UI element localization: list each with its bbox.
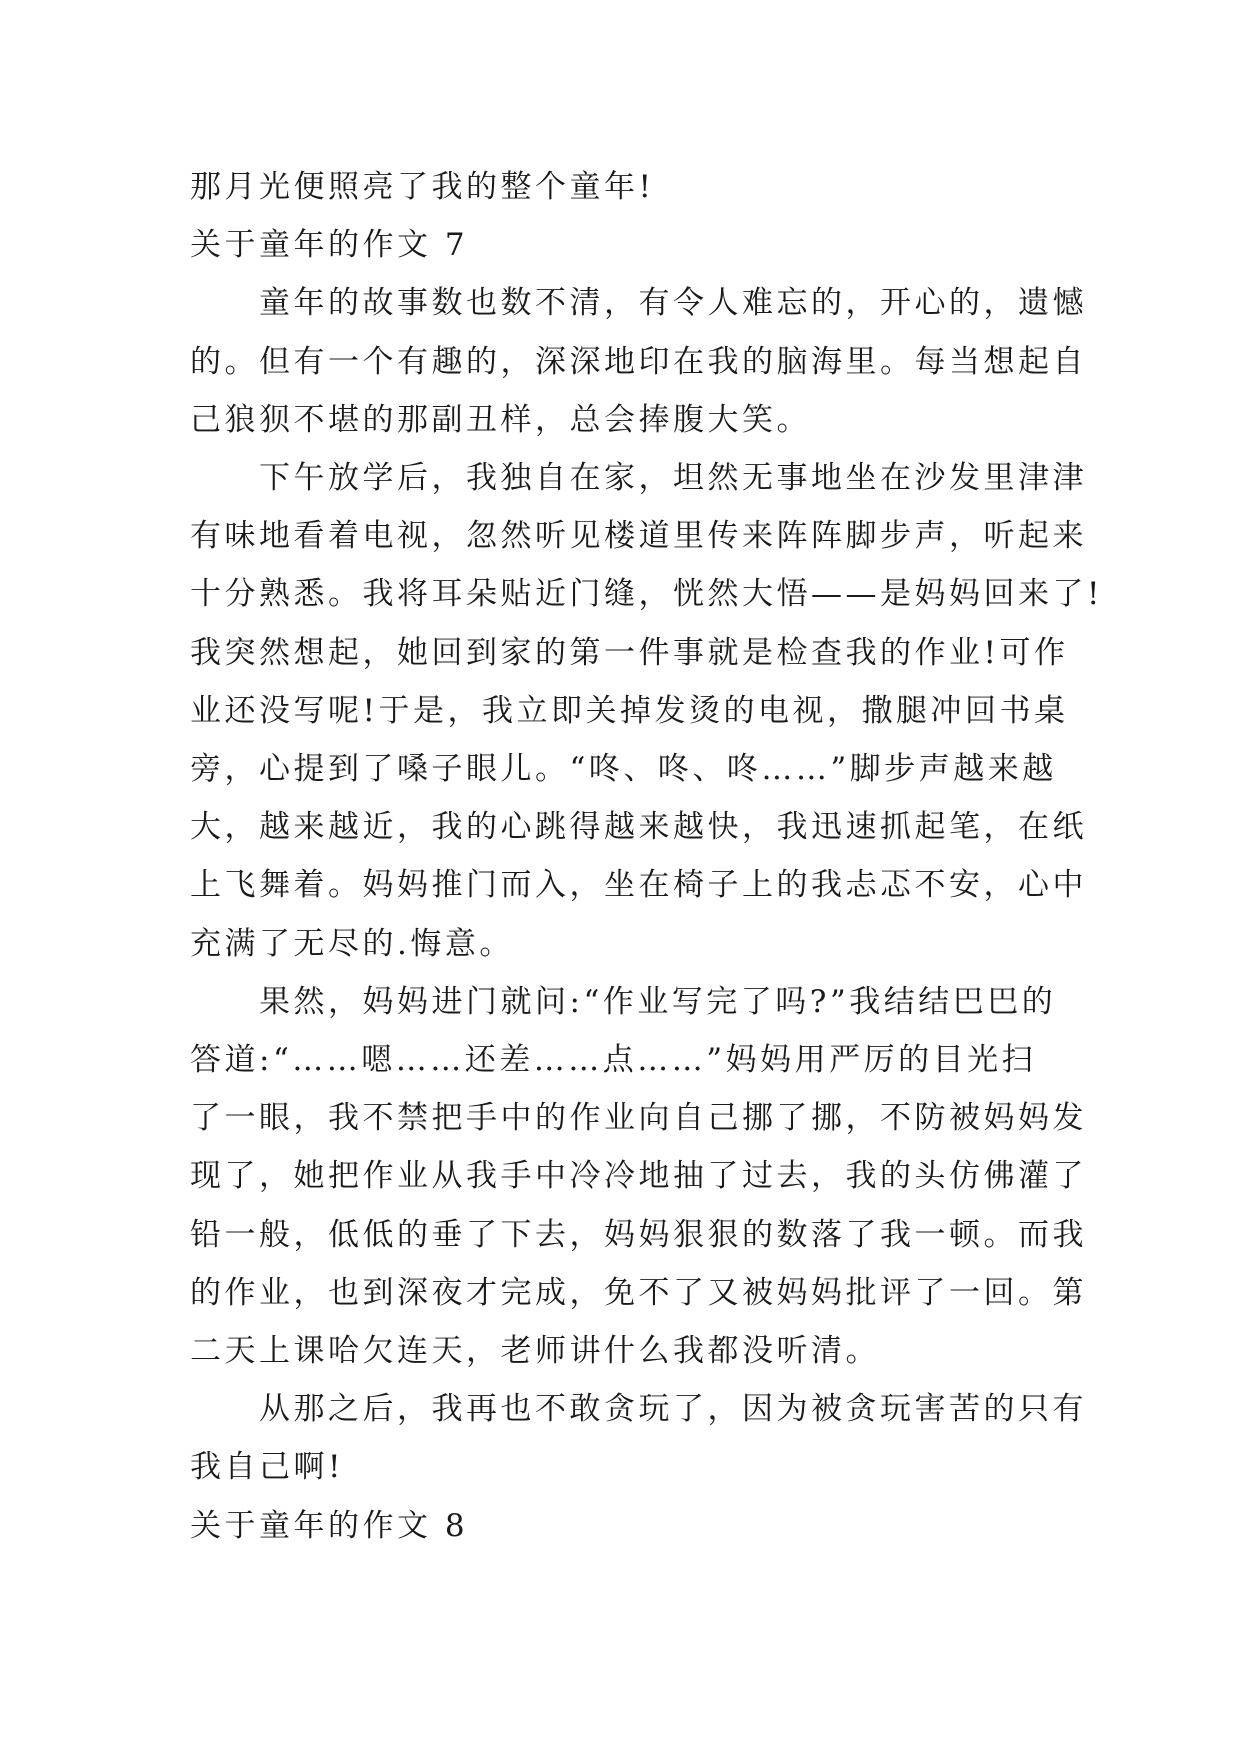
text-line: 铅一般，低低的垂了下去，妈妈狠狠的数落了我一顿。而我	[190, 1216, 1087, 1253]
text-line: 童年的故事数也数不清，有令人难忘的，开心的，遗憾	[190, 285, 1087, 322]
essay-heading-7: 关于童年的作文 7	[190, 227, 469, 264]
text-line: 二天上课哈欠连天，老师讲什么我都没听清。	[190, 1333, 880, 1370]
text-line: 我自己啊!	[190, 1449, 344, 1486]
text-line: 的。但有一个有趣的，深深地印在我的脑海里。每当想起自	[190, 343, 1087, 380]
document-page	[190, 158, 1103, 1555]
essay-heading-8: 关于童年的作文 8	[190, 1507, 469, 1544]
text-line: 有味地看着电视，忽然听见楼道里传来阵阵脚步声，听起来	[190, 518, 1087, 555]
text-line: 上飞舞着。妈妈推门而入，坐在椅子上的我忐忑不安，心中	[190, 867, 1087, 904]
text-line: 充满了无尽的.悔意。	[190, 925, 514, 962]
text-line: 下午放学后，我独自在家，坦然无事地坐在沙发里津津	[190, 460, 1087, 497]
text-line: 现了，她把作业从我手中冷冷地抽了过去，我的头仿佛灌了	[190, 1158, 1087, 1195]
text-line: 十分熟悉。我将耳朵贴近门缝，恍然大悟——是妈妈回来了!	[190, 576, 1103, 613]
text-line: 答道:“……嗯……还差……点……”妈妈用严厉的目光扫	[190, 1042, 1037, 1079]
text-line: 的作业，也到深夜才完成，免不了又被妈妈批评了一回。第	[190, 1274, 1087, 1311]
text-line: 大，越来越近，我的心跳得越来越快，我迅速抓起笔，在纸	[190, 809, 1087, 846]
text-line: 业还没写呢!于是，我立即关掉发烫的电视，撒腿冲回书桌	[190, 692, 1069, 729]
text-line: 从那之后，我再也不敢贪玩了，因为被贪玩害苦的只有	[190, 1391, 1087, 1428]
text-line: 己狼狈不堪的那副丑样，总会捧腹大笑。	[190, 401, 811, 438]
text-line: 果然，妈妈进门就问:“作业写完了吗?”我结结巴巴的	[190, 983, 1057, 1020]
text-line: 那月光便照亮了我的整个童年!	[190, 169, 655, 205]
text-line: 我突然想起，她回到家的第一件事就是检查我的作业!可作	[190, 634, 1069, 671]
text-line: 了一眼，我不禁把手中的作业向自己挪了挪，不防被妈妈发	[190, 1100, 1087, 1137]
text-line: 旁，心提到了嗓子眼儿。“咚、咚、咚……”脚步声越来越	[190, 751, 1057, 788]
